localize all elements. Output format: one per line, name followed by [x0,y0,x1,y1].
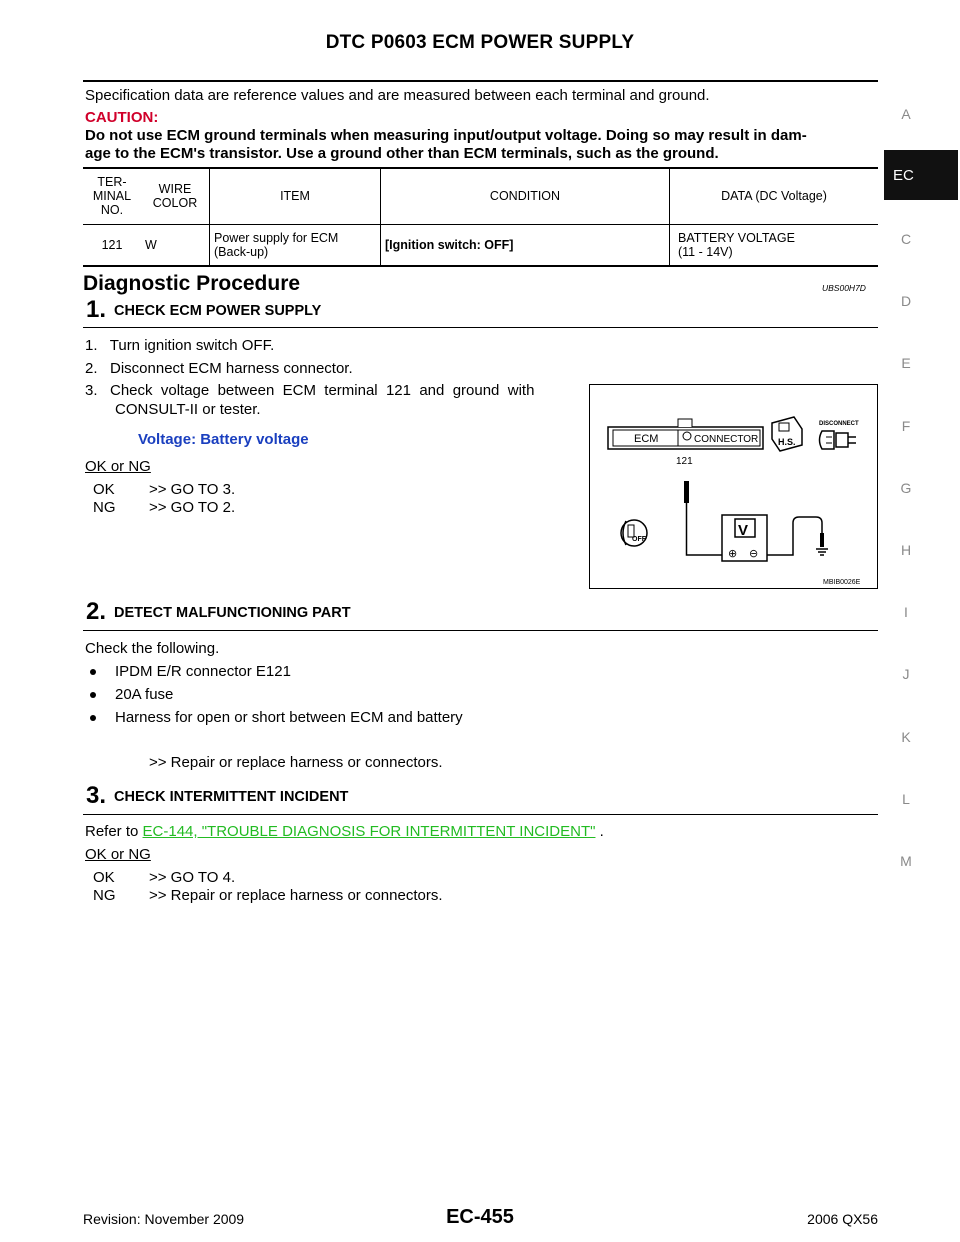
step2-bullet-3: Harness for open or short between ECM and battery [115,709,463,726]
step3-ng: NG [93,887,116,904]
caution-line-1: Do not use ECM ground terminals when measuring input/output voltage. Doing so may result in dam- [85,127,807,144]
harness-side-icon [772,417,802,451]
step1-ok: OK [93,481,115,498]
step2-number: 2. [86,598,107,625]
step3-ok: OK [93,869,115,886]
step2-action: >> Repair or replace harness or connectors. [149,754,443,771]
th-condition: CONDITION [381,168,670,225]
cell-condition: [Ignition switch: OFF] [381,225,670,266]
step2-bullet-2: 20A fuse [115,686,174,703]
svg-text:H.S.: H.S. [778,437,796,447]
th-wire: WIRE COLOR [141,168,210,225]
bullet-dot [90,669,96,675]
meter-label: V [738,522,749,539]
th-terminal: TER- MINAL NO. [83,168,141,225]
step1-ng: NG [93,499,116,516]
step3-title: CHECK INTERMITTENT INCIDENT [114,789,349,805]
step3-refer: Refer to EC-144, "TROUBLE DIAGNOSIS FOR INTERMITTENT INCIDENT" . [85,823,604,840]
connector-label: CONNECTOR [694,434,759,445]
side-index-ec[interactable]: EC [884,150,958,200]
footer-revision: Revision: November 2009 [83,1211,245,1227]
step1-item-2: 2. Disconnect ECM harness connector. [85,360,353,377]
step1-ok-ng: OK or NG [85,458,151,475]
cell-item: Power supply for ECM (Back-up) [210,225,381,266]
footer-model: 2006 QX56 [807,1211,878,1227]
svg-text:DISCONNECT: DISCONNECT [819,421,859,427]
side-index-k[interactable]: K [901,729,911,745]
disconnect-icon [819,421,859,449]
side-index-l[interactable]: L [902,791,910,807]
spec-note: Specification data are reference values and are measured between each terminal and ground. [85,87,710,104]
step1-ng-action: >> GO TO 2. [149,499,236,516]
side-index-j[interactable]: J [902,666,910,682]
connector-latch [683,432,691,440]
intermittent-incident-link[interactable]: EC-144, "TROUBLE DIAGNOSIS FOR INTERMITTENT INCIDENT" [142,823,596,840]
table-row [83,225,878,266]
step2-bullet-1: IPDM E/R connector E121 [115,663,291,680]
step2-title: DETECT MALFUNCTIONING PART [114,605,351,621]
svg-text:OFF: OFF [632,536,646,543]
probe-wire [687,503,723,555]
title-rule [83,80,878,82]
wiring-diagram [590,385,877,588]
caution-label: CAUTION: [85,109,159,126]
procedure-code: UBS00H7D [822,283,866,293]
step1-title: CHECK ECM POWER SUPPLY [114,303,322,319]
ground-wire [767,517,822,555]
step3-ok-action: >> GO TO 4. [149,869,236,886]
side-index-c[interactable]: C [900,231,912,247]
th-item: ITEM [210,168,381,225]
side-index-a[interactable]: A [901,106,911,122]
ignition-off-icon [621,520,647,546]
table-header-row [83,168,878,225]
figure-code: MBIB0026E [823,579,861,586]
procedure-title: Diagnostic Procedure [83,272,301,295]
step1-rule [83,327,878,328]
th-data: DATA (DC Voltage) [670,168,879,225]
page-title: DTC P0603 ECM POWER SUPPLY [325,32,635,53]
terminal-table [83,168,878,265]
side-index-m[interactable]: M [900,853,912,869]
wiring-figure [589,384,878,589]
step2-rule [83,630,878,631]
step3-rule [83,814,878,815]
step3-ok-ng: OK or NG [85,846,151,863]
step2-intro: Check the following. [85,640,220,657]
step1-number: 1. [86,296,107,323]
ground-probe [820,533,824,547]
step1-ok-action: >> GO TO 3. [149,481,236,498]
step3-number: 3. [86,782,107,809]
cell-wire: W [145,238,157,252]
meter-plus: ⊕ [728,547,738,560]
cell-terminal: 121 [101,238,123,252]
probe-tip [684,481,689,503]
side-index-i[interactable]: I [904,604,908,620]
terminal-label: 121 [676,456,693,467]
ecm-label: ECM [634,433,659,445]
meter-minus: ⊖ [749,547,759,560]
footer-page-number: EC-455 [446,1206,514,1228]
side-index-d[interactable]: D [900,293,912,309]
caution-line-2: age to the ECM's transistor. Use a ground other than ECM terminals, such as the ground. [85,145,719,162]
step1-item-3-line2: CONSULT-II or tester. [115,401,261,418]
side-index-g[interactable]: G [900,480,912,496]
step1-item-1: 1. Turn ignition switch OFF. [85,337,275,354]
bullet-dot [90,692,96,698]
step3-ng-action: >> Repair or replace harness or connectors. [149,887,443,904]
side-index-e[interactable]: E [901,355,911,371]
side-index-h[interactable]: H [900,542,912,558]
step1-item-3-line1: 3. Check voltage between ECM terminal 121 and ground with [85,382,535,399]
connector-tab [678,419,692,427]
bullet-dot [90,715,96,721]
step1-spec: Voltage: Battery voltage [138,431,309,448]
side-index-f[interactable]: F [901,418,911,434]
cell-data: BATTERY VOLTAGE (11 - 14V) [670,225,879,266]
table-bottom-rule [83,265,878,267]
